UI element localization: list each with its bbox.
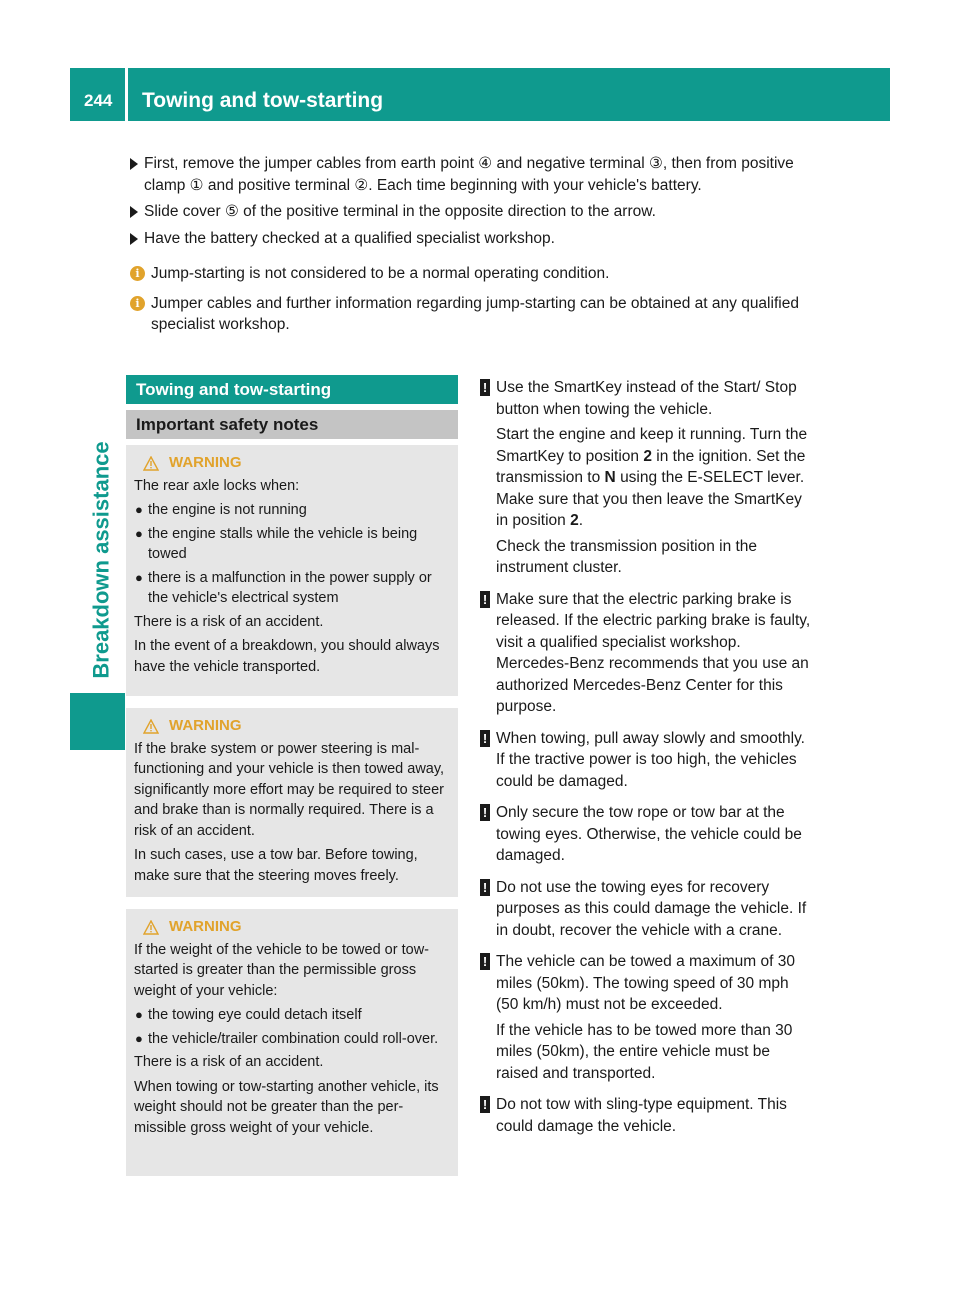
caution-note xyxy=(480,951,815,1084)
info-note xyxy=(130,293,820,336)
bullet-text: the vehicle/trailer combination could roll-over. xyxy=(148,1030,439,1047)
step-text: Slide cover ⑤ of the positive terminal in the opposite direction to the arrow. xyxy=(144,203,656,220)
caution-note xyxy=(480,728,815,793)
note-text: Do not tow with sling-type equipment. This could damage the vehicle. xyxy=(496,1096,787,1135)
caution-note xyxy=(480,377,815,579)
bullet-text: there is a malfunction in the power supply or the vehicle's electrical system xyxy=(148,569,432,606)
caution-icon: ! xyxy=(480,379,490,396)
info-text: Jumper cables and further information regarding jump-starting can be obtained at any qualified specialist workshop. xyxy=(151,294,799,333)
warning-text: The rear axle locks when: xyxy=(134,477,300,494)
warning-advice: In such cases, use a tow bar. Before towing, make sure that the steering moves freely. xyxy=(134,847,418,884)
warning-advice: In the event of a breakdown, you should always have the vehicle transported. xyxy=(134,638,440,675)
note-text: When towing, pull away slowly and smoothly. If the tractive power is too high, the vehicles could be damaged. xyxy=(496,729,805,790)
info-note xyxy=(130,263,820,285)
warning-text: If the brake system or power steering is mal-functioning and your vehicle is then towed away, significantly more effort may be required to steer and brake than is normally required. There is a risk of an accident. xyxy=(134,740,445,839)
step-text: First, remove the jumper cables from earth point ④ and negative terminal ③, then from positive clamp ① and positive terminal ②. Each time beginning with your vehicle's battery. xyxy=(144,155,794,194)
warning-box xyxy=(126,708,458,897)
warning-box xyxy=(126,445,458,696)
bullet-text: the engine is not running xyxy=(148,502,307,518)
step-arrow-icon xyxy=(130,233,138,245)
caution-note xyxy=(480,802,815,867)
info-icon: i xyxy=(130,296,145,311)
caution-icon: ! xyxy=(480,591,490,608)
caution-note xyxy=(480,1094,815,1137)
header-divider xyxy=(125,68,128,121)
note-text: The vehicle can be towed a maximum of 30 miles (50km). The towing speed of 30 mph (50 km/h) must not be exceeded. xyxy=(496,953,795,1013)
intro-section xyxy=(130,153,820,336)
warning-box xyxy=(126,909,458,1176)
warning-risk: There is a risk of an accident. xyxy=(134,613,324,630)
warning-bullet xyxy=(134,1029,450,1050)
warning-header xyxy=(134,716,450,737)
warning-triangle-icon xyxy=(143,920,159,935)
step-item xyxy=(130,153,820,196)
page-title: Towing and tow-starting xyxy=(142,89,384,112)
note-text: Start the engine and keep it running. Turn the SmartKey to position 2 in the ignition. Set the transmission to N using the E-SELECT lever. Make sure that you then leave the SmartKey in position 2. xyxy=(496,426,808,529)
caution-icon: ! xyxy=(480,1096,490,1113)
caution-note xyxy=(480,589,815,718)
caution-icon: ! xyxy=(480,730,490,747)
warning-header xyxy=(134,453,450,474)
warning-triangle-icon xyxy=(143,456,159,471)
bullet-text: the engine stalls while the vehicle is being towed xyxy=(148,525,418,562)
warning-bullet xyxy=(134,524,450,565)
section-title: Towing and tow-starting xyxy=(126,375,458,404)
warning-label: WARNING xyxy=(169,454,242,471)
side-tab-block xyxy=(70,693,125,750)
step-text: Have the battery checked at a qualified specialist workshop. xyxy=(144,229,555,247)
step-arrow-icon xyxy=(130,206,138,218)
note-text: Only secure the tow rope or tow bar at the towing eyes. Otherwise, the vehicle could be damaged. xyxy=(496,804,802,864)
warning-label: WARNING xyxy=(169,918,242,935)
note-text: Check the transmission position in the instrument cluster. xyxy=(496,537,758,576)
bullet-text: the towing eye could detach itself xyxy=(148,1007,362,1023)
caution-icon: ! xyxy=(480,879,490,896)
warning-triangle-icon xyxy=(143,719,159,734)
info-icon: i xyxy=(130,266,145,281)
side-tab-label: Breakdown assistance xyxy=(89,441,115,679)
warning-text: If the weight of the vehicle to be towed or tow-started is greater than the permissible gross weight of your vehicle: xyxy=(134,941,429,999)
warning-label: WARNING xyxy=(169,717,242,734)
step-item xyxy=(130,228,820,250)
section-subtitle: Important safety notes xyxy=(126,410,458,439)
note-text: Make sure that the electric parking brake is released. If the electric parking brake is faulty, visit a qualified specialist workshop. Mercedes-Benz recommends that you use an authorized Mercedes-Benz Center for this purpose. xyxy=(496,590,811,715)
bullet-icon: ● xyxy=(135,569,143,585)
caution-icon: ! xyxy=(480,804,490,821)
page-number: 244 xyxy=(84,91,113,110)
caution-icon: ! xyxy=(480,953,490,970)
warning-advice: When towing or tow-starting another vehicle, its weight should not be greater than the per-missible gross weight of your vehicle. xyxy=(134,1078,439,1136)
warning-bullet xyxy=(134,500,450,521)
bullet-icon: ● xyxy=(135,1030,143,1046)
warning-bullet xyxy=(134,1005,450,1026)
bullet-icon: ● xyxy=(135,1007,143,1022)
note-text: If the vehicle has to be towed more than 30 miles (50km), the entire vehicle must be raised and transported. xyxy=(496,1021,793,1082)
notes-column xyxy=(480,377,815,1147)
warning-bullet xyxy=(134,568,450,609)
note-text: Use the SmartKey instead of the Start/ Stop button when towing the vehicle. xyxy=(496,379,797,418)
note-text: Do not use the towing eyes for recovery purposes as this could damage the vehicle. If in doubt, recover the vehicle with a crane. xyxy=(496,878,807,939)
step-arrow-icon xyxy=(130,158,138,170)
bullet-icon: ● xyxy=(135,525,143,541)
warning-header xyxy=(134,917,450,938)
caution-note xyxy=(480,877,815,942)
side-tab xyxy=(82,441,122,679)
step-item xyxy=(130,201,820,223)
warning-risk: There is a risk of an accident. xyxy=(134,1054,324,1070)
bullet-icon: ● xyxy=(135,502,143,517)
info-text: Jump-starting is not considered to be a normal operating condition. xyxy=(151,265,610,282)
